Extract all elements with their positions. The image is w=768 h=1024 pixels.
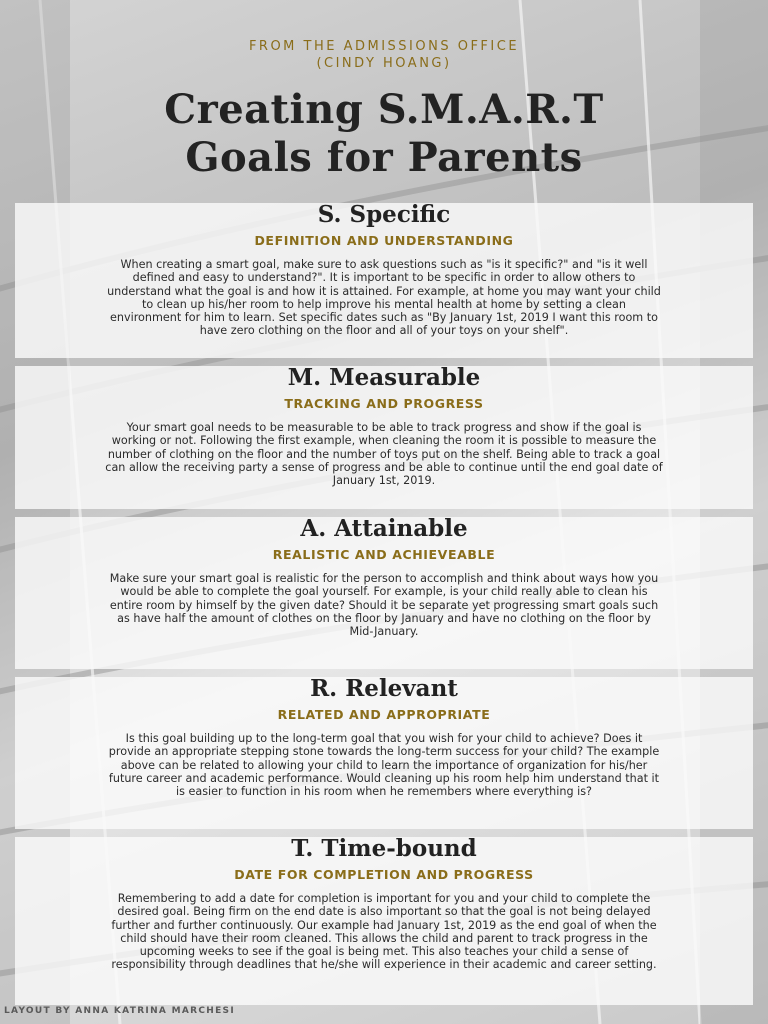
section-subheading: RELATED AND APPROPRIATE xyxy=(277,707,491,722)
section-subheading: REALISTIC AND ACHIEVEABLE xyxy=(272,547,496,562)
section-body: Remembering to add a date for completion is important for you and your child to complete the desired goal. Being firm on the end date is also important so that the goal is not being delayed further and further continuously. Our example had January 1st, 2019 as the end goal of when the child should have their room cleaned. This allows the child and parent to track progress in the upcoming weeks to see if the goal is being met. This also teaches your child a sense of responsibility through deadlines that he/she will experience in their academic and career setting. xyxy=(111,892,657,972)
section-heading: R. Relevant xyxy=(310,675,458,702)
section-body: When creating a smart goal, make sure to ask questions such as "is it specific?" and "is it well defined and easy to understand?". It is important to be specific in order to allow others to understand what the goal is and how it is attained. For example, at home you may want your child to clean up his/her room to help improve his mental health at home by setting a clean environment for him to learn. Set specific dates such as "By January 1st, 2019 I want this room to have zero clothing on the floor and all of your toys on your shelf". xyxy=(107,258,661,338)
section-attainable xyxy=(15,517,753,669)
page-title xyxy=(0,86,768,182)
section-body: Make sure your smart goal is realistic for the person to accomplish and think about ways how you would be able to complete the goal yourself. For example, is your child really able to clean his entire room by himself by the given date? Should it be separate yet progressing smart goals such as have half the amount of clothes on the floor by January and have no clothing on the floor by Mid-January. xyxy=(109,572,659,639)
section-specific xyxy=(15,203,753,358)
section-subheading: DEFINITION AND UNDERSTANDING xyxy=(254,233,514,248)
section-subheading: TRACKING AND PROGRESS xyxy=(284,396,484,411)
kicker-line-2: (CINDY HOANG) xyxy=(316,56,452,71)
title-line-1: Creating S.M.A.R.T xyxy=(164,86,604,133)
section-body: Is this goal building up to the long-term goal that you wish for your child to achieve? Does it provide an appropriate stepping stone towards the long-term success for your child? The example above can be related to allowing your child to learn the importance of organization for his/her future career and academic performance. Would cleaning up his room help him understand that it is easier to function in his room when he remembers where everything is? xyxy=(108,732,660,799)
admissions-office-kicker xyxy=(0,38,768,72)
section-measurable xyxy=(15,366,753,509)
section-body: Your smart goal needs to be measurable to be able to track progress and show if the goal is working or not. Following the first example, when cleaning the room it is possible to measure the number of clothing on the floor and the number of toys put on the shelf. Being able to track a goal can allow the receiving party a sense of progress and be able to continue until the end goal date of January 1st, 2019. xyxy=(105,421,663,488)
title-line-2: Goals for Parents xyxy=(185,134,583,181)
section-heading: T. Time-bound xyxy=(291,835,477,862)
section-time-bound xyxy=(15,837,753,1005)
section-subheading: DATE FOR COMPLETION AND PROGRESS xyxy=(234,867,534,882)
section-heading: A. Attainable xyxy=(300,515,468,542)
section-heading: M. Measurable xyxy=(287,364,481,391)
section-relevant xyxy=(15,677,753,829)
layout-credit: LAYOUT BY ANNA KATRINA MARCHESI xyxy=(4,1006,235,1016)
kicker-line-1: FROM THE ADMISSIONS OFFICE xyxy=(248,39,520,54)
section-heading: S. Specific xyxy=(317,201,451,228)
